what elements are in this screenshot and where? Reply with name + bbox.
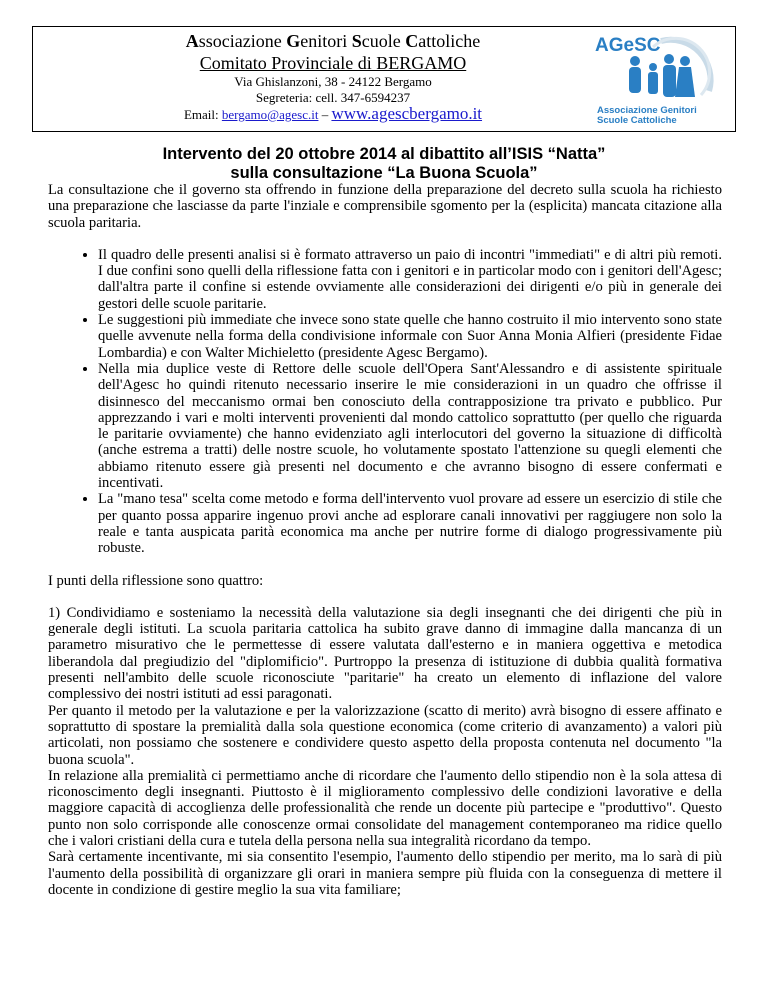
svg-text:AGeSC: AGeSC xyxy=(595,35,661,56)
document-title xyxy=(0,145,768,183)
letterhead xyxy=(32,26,736,132)
secretary-phone: Segreteria: cell. 347-6594237 xyxy=(255,90,411,105)
point-1-paragraph: Sarà certamente incentivante, mi sia consentito l'esempio, l'aumento dello stipendio per merito, ma lo sarà di più l'aumento della possibilità di organizzare gli orari in maniera sempre più fluida con la conseguenza di mettere il docente in condizione di gestire meglio la sua vita familiare; xyxy=(48,849,722,898)
bullet-item: • Nella mia duplice veste di Rettore delle scuole dell'Opera Sant'Alessandro e di assistente spirituale dell'Agesc ho quindi ritenuto necessario inserire le mie considerazioni in un quadro che offrisse il disinnesco del meccanismo ormai ben conosciuto della contrapposizione tra privato e pubblico. Pur apprezzando i vari e molti interventi provenienti dal mondo cattolico soprattutto (per quello che riguarda le paritarie ovviamente) che hanno evidenziato agli interlocutori del governo la situazione di difficoltà (anche estrema a tratti) delle nostre scuole, ho volutamente spostato l'attenzione su quegli elementi che abbiamo ritenuto essere già presenti nel documento e che avranno bisogno di essere confermati e incentivati. xyxy=(98,361,722,491)
email-label: Email: xyxy=(183,107,222,122)
bullet-item: • La "mano tesa" scelta come metodo e forma dell'intervento vuol provare ad essere un esercizio di stile che per quanto possa apparire ingenuo provi anche ad esplorare canali innovativi per raggiugere non solo la reale e tanta auspicata parità economica ma anche per nutrire forme di dialogo progressivamente più robuste. xyxy=(98,491,722,556)
point-1-paragraph: 1) Condividiamo e sosteniamo la necessità della valutazione sia degli insegnanti che dei dirigenti che più in generale degli istituti. La scuola paritaria cattolica ha subito grave danno di immagine dalla mancanza di un parametro misurativo che le permettesse di essere valutata dall'esterno e in maniera oggettiva e metodica liberandola dal pregiudizio del "diplomificio". Purtroppo la presenza di istituzione di dubbia qualità formativa presenti nell'ambito delle scuole riconosciute "paritarie" ha creato un elemento di inflazione del valore complessivo dei nostri istituti ad essi paragonati. xyxy=(48,604,722,703)
org-initial: S xyxy=(351,31,362,51)
bullet-item: • Il quadro delle presenti analisi si è formato attraverso un paio di incontri "immediati" e di altri più remoti. I due confini sono quelli della riflessione fatta con i genitori e in particolar modo con i genitori dell'Agesc; dall'altra parte il confine si estende ovviamente alle considerazioni dei dirigenti e/o più in generale dei gestori delle scuole paritarie. xyxy=(98,247,722,312)
intro-paragraph: La consultazione che il governo sta offrendo in funzione della preparazione del decreto sulla scuola ha richiesto una preparazione che lasciasse da parte l'inziale e comprensibile sgomento per la (esplicita) mancata citazione alla scuola paritaria. xyxy=(48,182,722,231)
title-line-2: sulla consultazione “La Buona Scuola” xyxy=(230,164,538,182)
letterhead-text xyxy=(103,31,563,123)
org-initial: A xyxy=(185,31,199,51)
point-1-paragraph: In relazione alla premialità ci permettiamo anche di ricordare che l'aumento dello stipendio non è la sola attesa di riconoscimento degli insegnanti. Piuttosto è il miglioramento complessivo delle condizioni lavorative e della maggiore capacità di accoglienza delle professionalità che rende un docente più partecipe e "produttivo". Questo punto non solo corrisponde alle conoscenze ormai consolidate del management contemporaneo ma ridice quello che i valori cristiani della cura e tutela della persona nella sua integralità ricordano da tempo. xyxy=(48,767,722,849)
contact-line xyxy=(103,106,563,123)
org-initial: C xyxy=(405,31,419,51)
document-body xyxy=(48,182,722,898)
committee-name: Comitato Provinciale di BERGAMO xyxy=(199,53,467,73)
website-link[interactable]: www.agescbergamo.it xyxy=(331,104,483,123)
agesc-logo xyxy=(591,31,727,127)
logo-caption: Associazione Genitori xyxy=(597,105,697,116)
title-line-1: Intervento del 20 ottobre 2014 al dibattito all’ISIS “Natta” xyxy=(162,145,606,163)
bullet-list xyxy=(48,247,722,557)
bullet-item: • Le suggestioni più immediate che invece sono state quelle che hanno costruito il mio intervento sono state quelle avvenute nella forma della condivisione informale con Suor Anna Monia Alfieri (presidente Fidae Lombardia) e con Walter Michieletto (presidente Agesc Bergamo). xyxy=(98,312,722,361)
org-initial: G xyxy=(286,31,301,51)
points-intro: I punti della riflessione sono quattro: xyxy=(48,572,264,589)
svg-text:Scuole Cattoliche: Scuole Cattoliche xyxy=(597,115,677,126)
address: Via Ghislanzoni, 38 - 24122 Bergamo xyxy=(234,74,432,89)
separator: – xyxy=(318,107,332,122)
org-name: Associazione Genitori Scuole Cattoliche xyxy=(185,31,481,51)
email-link[interactable]: bergamo@agesc.it xyxy=(221,107,319,122)
point-1-paragraph: Per quanto il metodo per la valutazione e per la valorizzazione (scatto di merito) avrà bisogno di essere affinato e soprattutto di spostare la premialità dalla sola questione economica (come criterio di avanzamento) a valori più articolati, non possiamo che sostenere e condividere questo aspetto della proposta contenuta nel documento "la buona scuola". xyxy=(48,702,722,768)
